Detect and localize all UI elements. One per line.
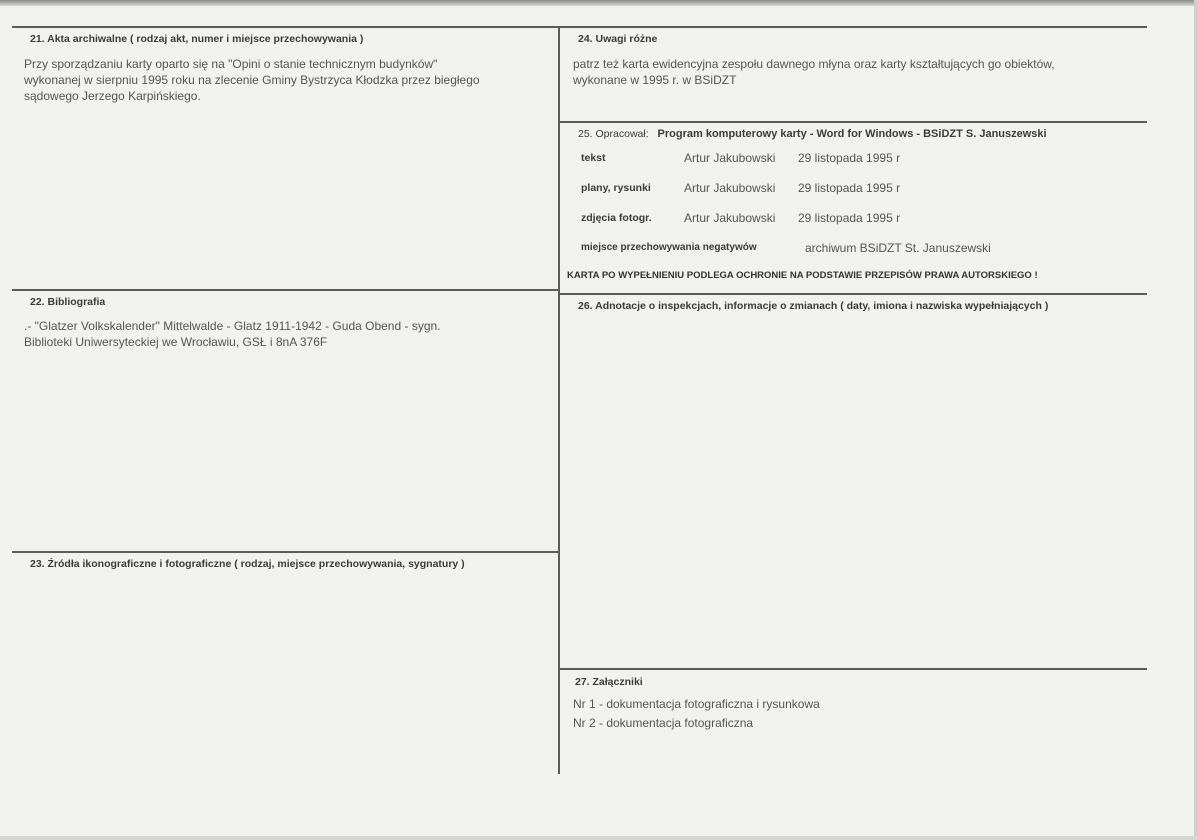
author-row-date: 29 listopada 1995 r (798, 211, 901, 225)
author-row-label: tekst (581, 152, 606, 164)
attachment-item: Nr 2 - dokumentacja fotograficzna (573, 716, 754, 730)
section-25-header (578, 128, 1047, 140)
author-row-label: zdjęcia fotogr. (581, 212, 652, 224)
rule-26-27 (560, 668, 1147, 670)
section-25-label: 25. Opracował: (578, 128, 649, 140)
scan-right-edge (1194, 0, 1198, 840)
section-27-body (573, 695, 1133, 733)
section-22-header: 22. Bibliografia (30, 296, 106, 308)
rule-24-25 (560, 121, 1147, 123)
section-24-body (573, 56, 1136, 88)
center-divider (558, 26, 560, 774)
scan-bottom-edge (0, 836, 1198, 840)
negatives-value: archiwum BSiDZT St. Januszewski (805, 241, 991, 255)
scan-top-edge (0, 0, 1198, 6)
section-22-line: Biblioteki Uniwersyteckiej we Wrocławiu, GSŁ i 8nA 376F (24, 335, 328, 349)
rule-22-23 (12, 551, 559, 553)
section-21-line: Przy sporządzaniu karty oparto się na "Opini o stanie technicznym budynków" (24, 57, 438, 71)
section-27-header: 27. Załączniki (575, 676, 643, 688)
section-25-program: Program komputerowy karty - Word for Windows - BSiDZT S. Januszewski (657, 128, 1047, 140)
section-23-header: 23. Źródła ikonograficzne i fotograficzne ( rodzaj, miejsce przechowywania, sygnatury ) (30, 558, 465, 570)
section-24-header: 24. Uwagi różne (578, 33, 658, 45)
top-rule (12, 26, 1147, 28)
negatives-label: miejsce przechowywania negatywów (581, 242, 757, 253)
author-row-name: Artur Jakubowski (684, 211, 776, 225)
rule-25-26 (560, 293, 1147, 295)
section-21-body (24, 56, 547, 104)
author-row-name: Artur Jakubowski (684, 181, 776, 195)
author-row-name: Artur Jakubowski (684, 151, 776, 165)
section-21-line: wykonanej w sierpniu 1995 roku na zlecenie Gminy Bystrzyca Kłodzka przez biegłego (24, 73, 480, 87)
author-row-photos (581, 211, 1141, 229)
section-22-line: .- "Glatzer Volkskalender" Mittelwalde - Glatz 1911-1942 - Guda Obend - sygn. (24, 319, 441, 333)
copyright-notice: KARTA PO WYPEŁNIENIU PODLEGA OCHRONIE NA PODSTAWIE PRZEPISÓW PRAWA AUTORSKIEGO ! (567, 270, 1038, 281)
section-26-header: 26. Adnotacje o inspekcjach, informacje o zmianach ( daty, imiona i nazwiska wypełniających ) (578, 300, 1049, 312)
author-row-date: 29 listopada 1995 r (798, 151, 901, 165)
section-22-body (24, 318, 547, 350)
attachment-item: Nr 1 - dokumentacja fotograficzna i rysunkowa (573, 697, 820, 711)
author-row-label: plany, rysunki (581, 182, 651, 194)
author-row-date: 29 listopada 1995 r (798, 181, 901, 195)
author-row-plans (581, 181, 1141, 199)
negatives-row (581, 241, 1141, 259)
section-21-line: sądowego Jerzego Karpińskiego. (24, 89, 201, 103)
author-row-text (581, 151, 1141, 169)
section-24-line: patrz też karta ewidencyjna zespołu dawnego młyna oraz karty kształtujących go obiektów, (573, 57, 1055, 71)
section-24-line: wykonane w 1995 r. w BSiDZT (573, 73, 737, 87)
rule-21-22 (12, 289, 559, 291)
section-21-header: 21. Akta archiwalne ( rodzaj akt, numer i miejsce przechowywania ) (30, 33, 364, 45)
